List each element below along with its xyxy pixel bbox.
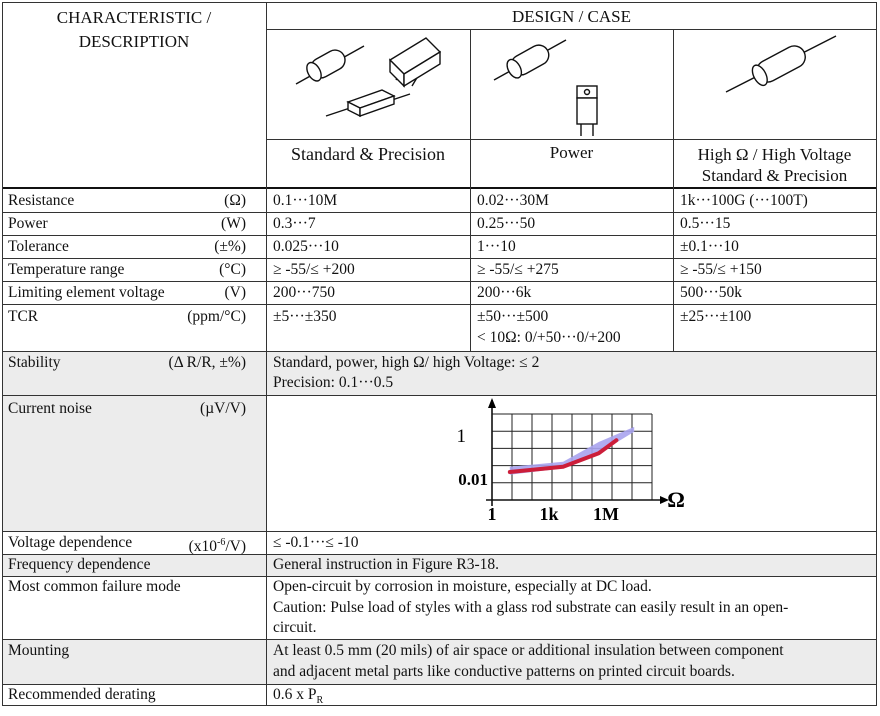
stability-precision: Precision: 0.1···0.5 <box>273 374 394 391</box>
limiting-voltage-label: Limiting element voltage <box>8 284 165 301</box>
x-axis-unit: Ω <box>667 487 685 512</box>
resistance-unit: (Ω) <box>224 192 246 209</box>
temperature-label: Temperature range <box>8 261 125 278</box>
resistance-standard: 0.1···10M <box>273 192 338 209</box>
derating-label: Recommended derating <box>8 686 156 703</box>
power-high-ohm: 0.5···15 <box>680 215 731 232</box>
mounting-label: Mounting <box>8 642 70 659</box>
box-resistor-icon <box>390 38 440 86</box>
mounting-line1: At least 0.5 mm (20 mils) of air space or additional insulation between component <box>273 642 784 659</box>
tolerance-unit: (±%) <box>214 238 246 255</box>
voltage-dependence-unit-suffix: /V) <box>225 538 246 556</box>
smd-resistor-icon <box>326 90 410 116</box>
current-noise-unit: (µV/V) <box>200 400 246 417</box>
tolerance-power: 1···10 <box>477 238 516 255</box>
frequency-dependence-value: General instruction in Figure R3-18. <box>273 556 499 573</box>
tcr-power: ±50···±500 <box>477 308 549 325</box>
failure-mode-label: Most common failure mode <box>8 578 181 595</box>
column-standard-precision: Standard & Precision <box>291 144 445 164</box>
limiting-voltage-high-ohm: 500···50k <box>680 284 742 301</box>
column-high-ohm-sub: Standard & Precision <box>701 166 848 185</box>
mounting-line2: and adjacent metal parts like conductive patterns on printed circuit boards. <box>273 663 735 680</box>
tcr-unit: (ppm/°C) <box>187 308 246 325</box>
header-design-case: DESIGN / CASE <box>511 7 631 26</box>
stability-general: Standard, power, high Ω/ high Voltage: ≤ 2 <box>273 354 540 371</box>
resistance-label: Resistance <box>8 192 75 209</box>
tcr-high-ohm: ±25···±100 <box>680 308 752 325</box>
limiting-voltage-power: 200···6k <box>477 284 532 301</box>
stability-unit: (Δ R/R, ±%) <box>168 354 246 371</box>
power-label: Power <box>8 215 48 232</box>
resistance-high-ohm: 1k···100G (···100T) <box>680 192 808 209</box>
column-high-ohm: High Ω / High Voltage <box>697 145 852 164</box>
power-standard: 0.3···7 <box>273 215 316 232</box>
x-tick-1m: 1M <box>593 504 619 524</box>
column-power: Power <box>549 143 594 162</box>
temperature-unit: (°C) <box>219 261 246 278</box>
to220-resistor-icon <box>577 86 597 136</box>
voltage-dependence-unit-exp: -6 <box>216 537 226 548</box>
resistance-power: 0.02···30M <box>477 192 549 209</box>
y-tick-0-01: 0.01 <box>458 470 488 489</box>
tolerance-label: Tolerance <box>8 238 69 255</box>
failure-mode-line1: Open-circuit by corrosion in moisture, especially at DC load. <box>273 578 652 595</box>
tolerance-standard: 0.025···10 <box>273 238 339 255</box>
failure-mode-line2: Caution: Pulse load of styles with a glass rod substrate can easily result in an open- <box>273 599 789 616</box>
axial-resistor-icon <box>296 46 364 84</box>
temperature-high-ohm: ≥ -55/≤ +150 <box>680 261 762 278</box>
voltage-dependence-label: Voltage dependence <box>8 534 133 551</box>
resistor-illustrations <box>266 30 877 138</box>
header-characteristic: CHARACTERISTIC / <box>56 8 212 27</box>
failure-mode-line3: circuit. <box>273 619 317 636</box>
current-noise-label: Current noise <box>8 400 92 417</box>
derating-value-prefix: 0.6 x P <box>273 686 317 703</box>
voltage-dependence-unit <box>189 533 246 557</box>
tolerance-high-ohm: ±0.1···10 <box>680 238 739 255</box>
limiting-voltage-standard: 200···750 <box>273 284 335 301</box>
y-tick-1: 1 <box>456 426 466 447</box>
voltage-dependence-value: ≤ -0.1···≤ -10 <box>273 534 359 551</box>
power-unit: (W) <box>221 215 246 232</box>
voltage-dependence-unit-prefix: (x10 <box>188 538 217 556</box>
stability-label: Stability <box>8 354 61 371</box>
frequency-dependence-label: Frequency dependence <box>8 556 151 573</box>
tcr-standard: ±5···±350 <box>273 308 337 325</box>
characteristics-table <box>2 2 877 706</box>
y-axis-arrow <box>488 398 496 408</box>
header-description: DESCRIPTION <box>78 32 190 51</box>
tcr-power-low-ohm: < 10Ω: 0/+50···0/+200 <box>477 329 621 346</box>
power-power: 0.25···50 <box>477 215 536 232</box>
x-tick-1: 1 <box>487 504 497 524</box>
current-noise-chart <box>452 398 692 528</box>
temperature-standard: ≥ -55/≤ +200 <box>273 261 355 278</box>
temperature-power: ≥ -55/≤ +275 <box>477 261 559 278</box>
limiting-voltage-unit: (V) <box>224 284 246 301</box>
derating-value-sub: R <box>316 695 324 707</box>
power-resistor-icon <box>494 40 566 80</box>
derating-value <box>273 685 323 711</box>
high-ohm-resistor-icon <box>726 36 836 92</box>
x-tick-1k: 1k <box>539 504 559 524</box>
tcr-label: TCR <box>8 308 39 325</box>
